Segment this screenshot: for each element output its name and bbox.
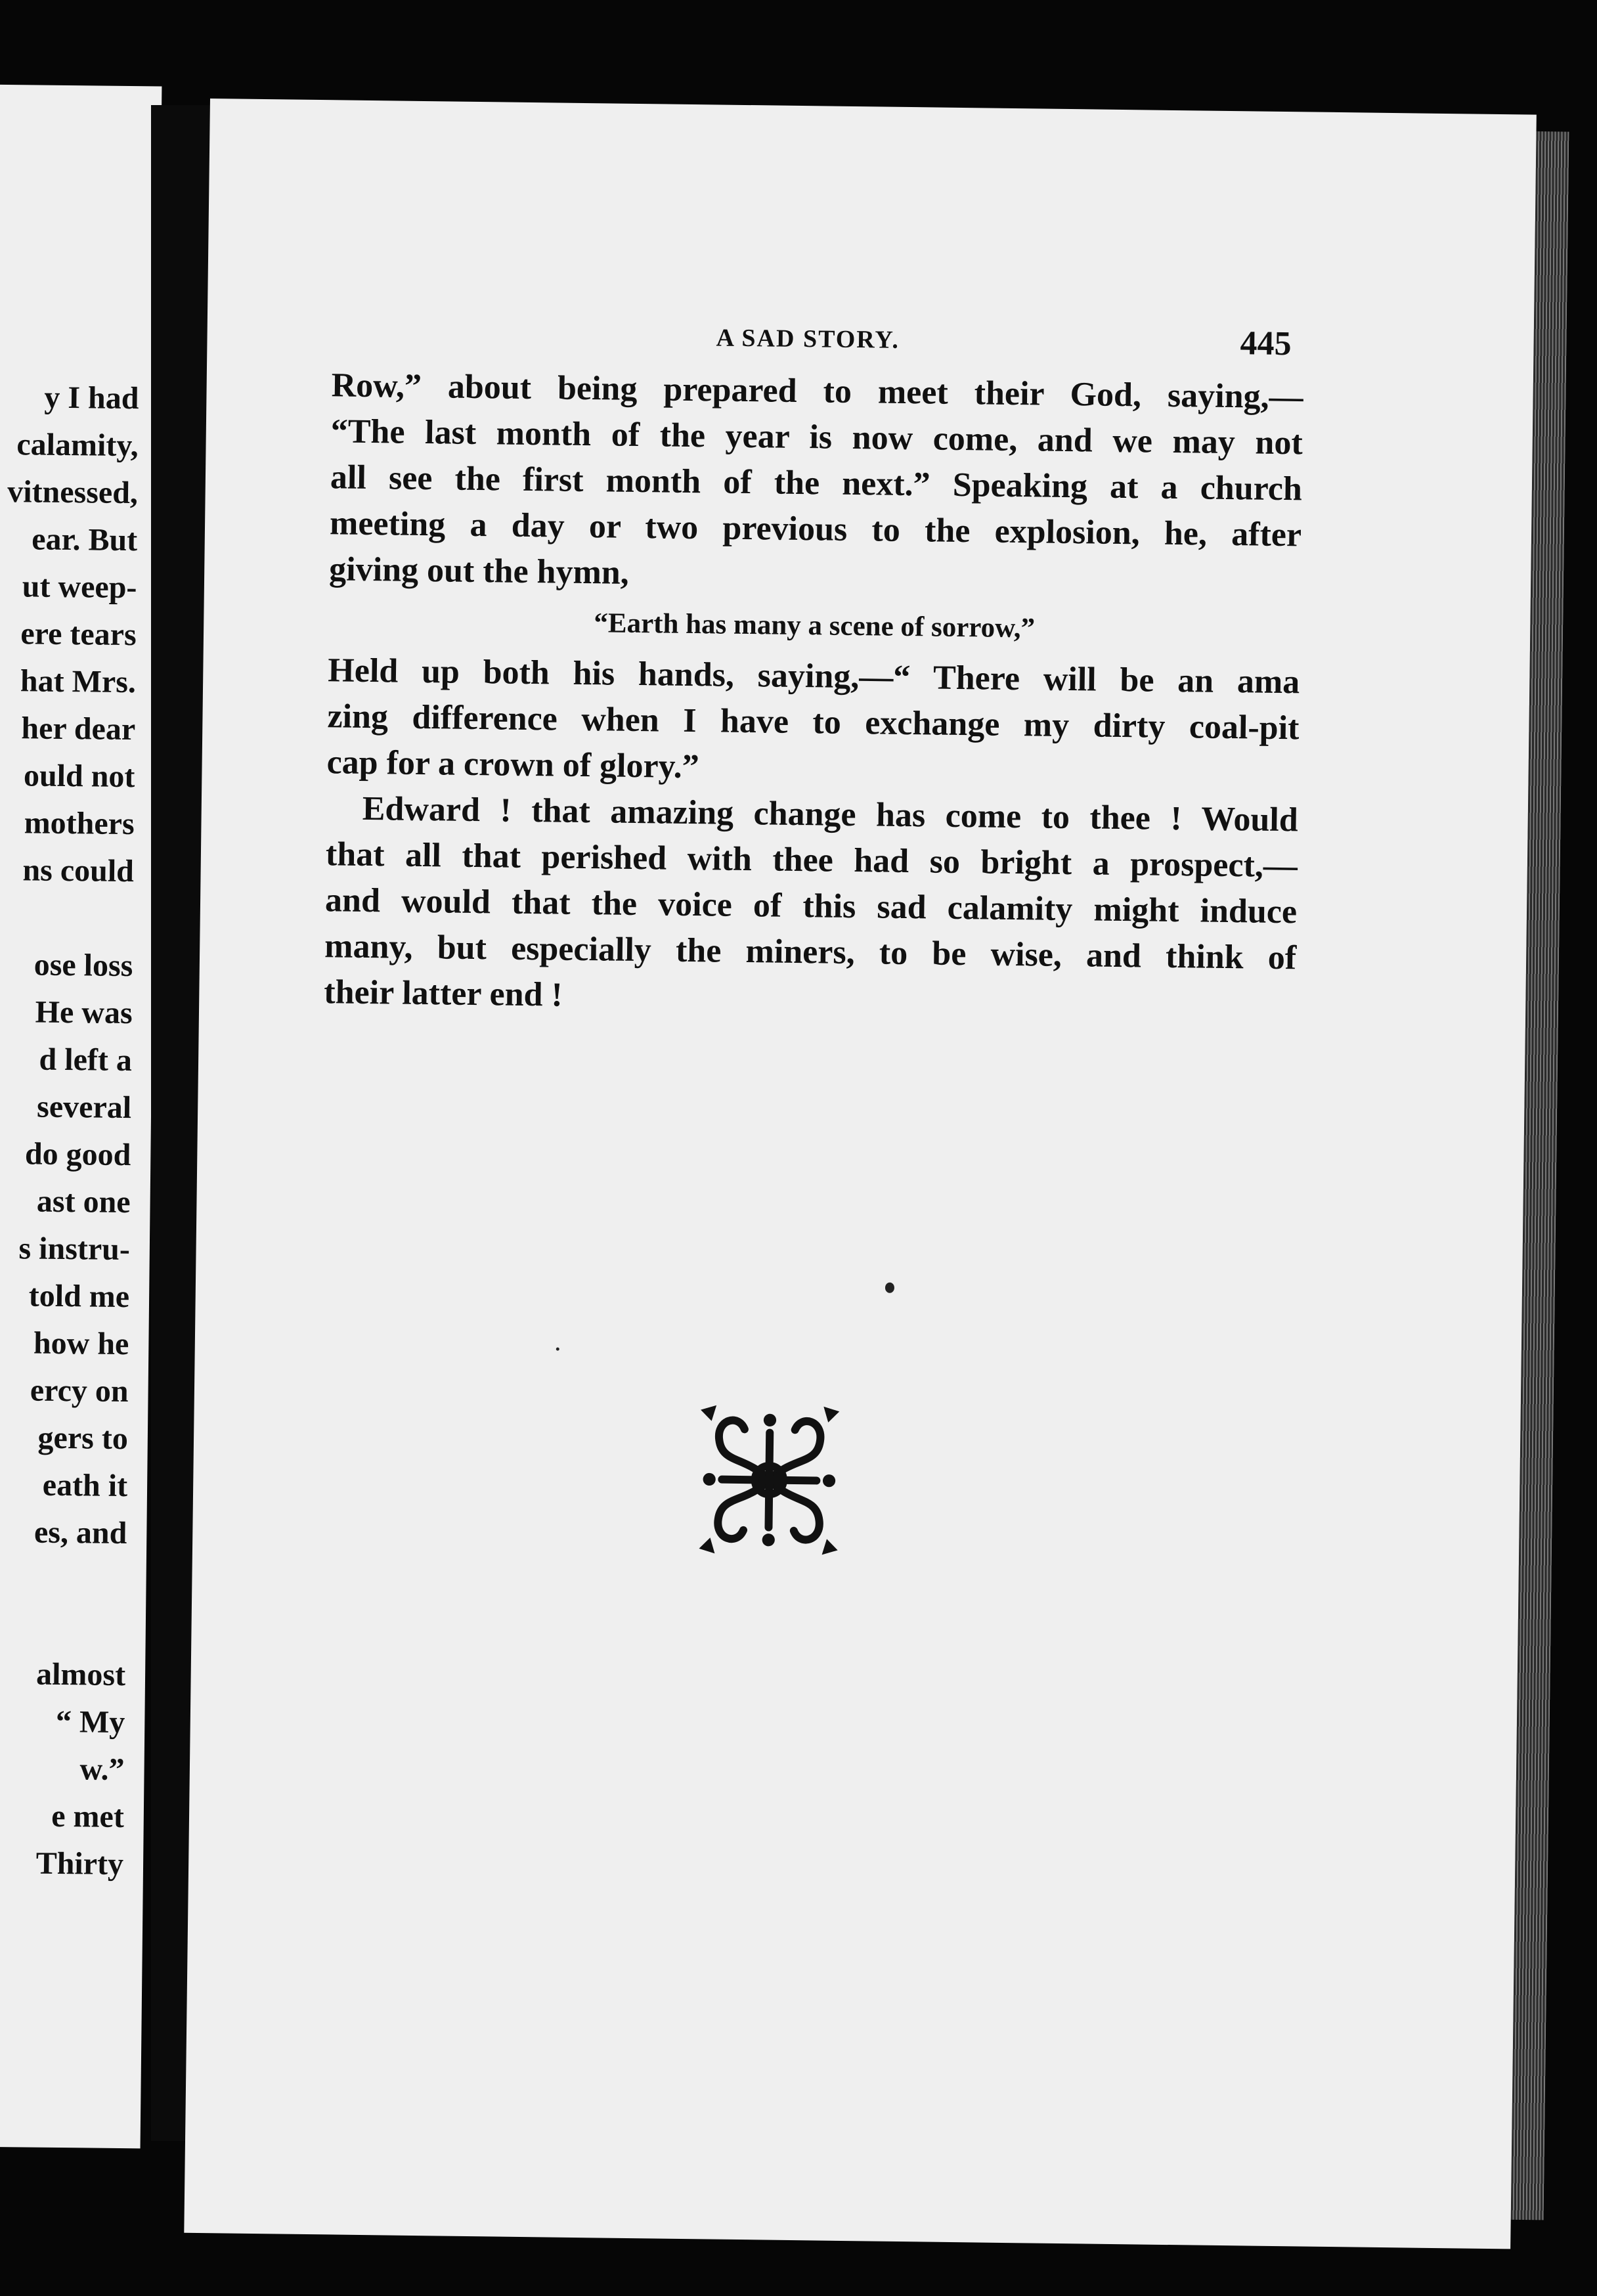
facing-page-left xyxy=(0,85,162,2149)
running-head: A SAD STORY. xyxy=(716,324,900,354)
facing-line: eath it xyxy=(42,1467,128,1504)
facing-line: ercy on xyxy=(30,1373,129,1409)
facing-line: how he xyxy=(33,1325,129,1362)
facing-line: do good xyxy=(24,1136,131,1173)
facing-line: ns could xyxy=(22,852,135,889)
text-line: zing difference when I have to exchange my dirty coal-pit xyxy=(327,697,1300,747)
facing-line: hat Mrs. xyxy=(20,663,137,700)
text-line: and would that the voice of this sad calamity might induce xyxy=(324,881,1298,931)
text-line: many, but especially the miners, to be wise, and think of xyxy=(324,927,1297,977)
text-line: their latter end ! xyxy=(324,973,563,1014)
facing-line: He was xyxy=(35,994,133,1031)
facing-line: ast one xyxy=(36,1183,131,1220)
facing-line: ut weep- xyxy=(22,569,137,606)
facing-line: ear. But xyxy=(32,521,138,558)
facing-line: told me xyxy=(28,1278,130,1315)
facing-line: mothers xyxy=(24,805,135,842)
ink-speck xyxy=(885,1283,894,1293)
text-line: cap for a crown of glory.” xyxy=(326,743,700,786)
facing-line: d left a xyxy=(39,1042,133,1078)
facing-line xyxy=(0,1602,126,1652)
body-text xyxy=(324,363,1303,1027)
facing-page-text xyxy=(0,373,139,1888)
facing-line xyxy=(0,893,134,942)
facing-line: ere tears xyxy=(20,616,137,653)
text-line: “The last month of the year is now come, and we may not xyxy=(330,412,1303,462)
facing-line xyxy=(0,1555,127,1604)
facing-line: her dear xyxy=(21,711,136,747)
facing-line: vitnessed, xyxy=(7,474,139,511)
facing-line: s instru- xyxy=(18,1231,131,1268)
facing-line: “ My xyxy=(55,1704,125,1740)
facing-line: several xyxy=(36,1089,132,1126)
facing-line: ose loss xyxy=(33,947,133,984)
page-number: 445 xyxy=(1240,324,1292,363)
facing-line: w.” xyxy=(79,1752,125,1788)
text-line: that all that perished with thee had so bright a prospect,— xyxy=(325,835,1298,885)
facing-line: ould not xyxy=(23,758,135,795)
fleuron-ornament-icon xyxy=(689,1400,849,1560)
text-line: all see the first month of the next.” Speaking at a church xyxy=(330,458,1303,508)
facing-line: Thirty xyxy=(35,1845,124,1882)
text-line: Edward ! that amazing change has come to thee ! Would xyxy=(362,789,1299,839)
facing-line: calamity, xyxy=(16,427,139,464)
text-line: meeting a day or two previous to the explosion, he, after xyxy=(329,504,1302,554)
ink-speck xyxy=(556,1348,559,1351)
text-line: Held up both his hands, saying,—“ There will be an ama xyxy=(328,651,1300,701)
facing-line: y I had xyxy=(44,380,139,416)
facing-line: almost xyxy=(35,1656,126,1693)
facing-line: es, and xyxy=(33,1514,127,1551)
main-page xyxy=(184,99,1537,2249)
hymn-quote: “Earth has many a scene of sorrow,” xyxy=(594,607,1036,644)
facing-line: gers to xyxy=(37,1420,129,1457)
facing-line: e met xyxy=(51,1798,125,1835)
text-line: giving out the hymn, xyxy=(328,550,630,592)
text-line: Row,” about being prepared to meet their God, saying,— xyxy=(331,366,1303,416)
